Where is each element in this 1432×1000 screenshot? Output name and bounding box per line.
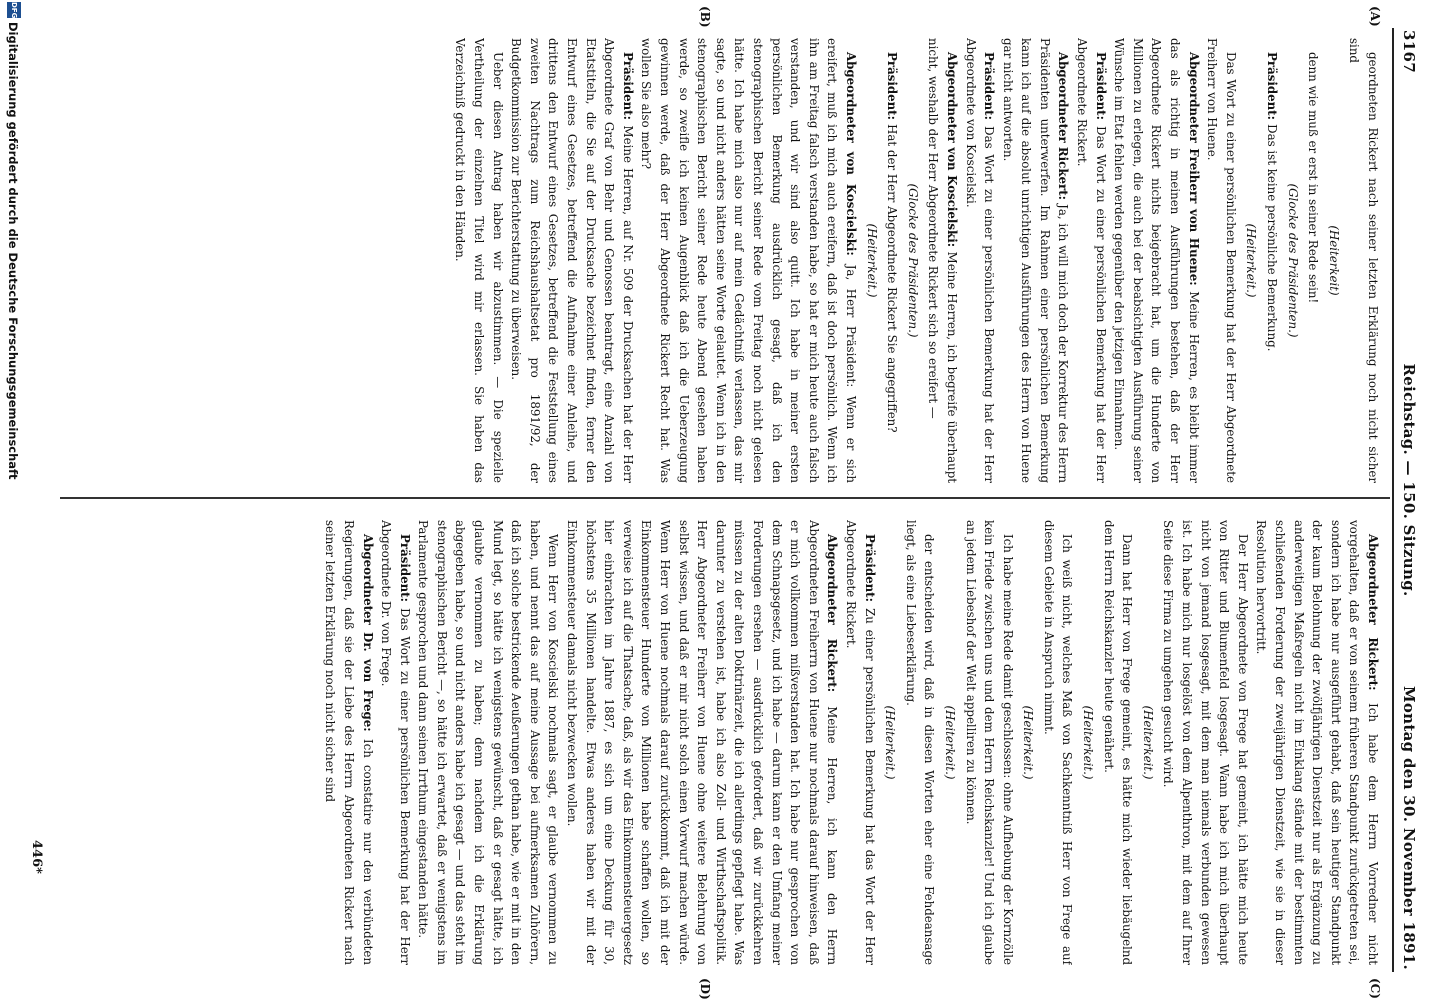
speech-text: Meine Herren, ich kann den Herrn Abgeordneten Freiherrn von Huene nur nochmals darauf hinweisen, daß er mich vollkommen mißverstanden hat. Ich habe nur gesprochen von dem Schnapsgesetz, und ich habe — darum kann er den Umfang meiner Forderungen ersehen — ausdrücklich gefordert, daß wir zurückkehren müssen zu der alten Doktrinärzeit, die ich allerdings gepflegt habe. Was darunter zu verstehen ist, habe ich also Zoll- und Wirthschaftspolitik. Herr Abgeordneter Freiherr von Huene ohne weitere Belehrung von selbst wissen, und daß er mir nicht solch einen Vorwurf machen würde. Wenn Herr von Huene nochmals darauf zurückkommt, daß ich mit der Einkommensteuer Hunderte von Millionen habe schaffen wollen, so verweise ich auf die Thatsache, daß, als wir das Einkommensteuergesetz hier einbrachten im Jahre 1887, es sich um eine Deckung für 30, höchstens 35 Millionen handelte. Etwas anderes haben wir mit der Einkommensteuer damals nicht bezwecken wollen. bbox=[565, 520, 840, 965]
speech-text: Ueber diesen Antrag haben wir abzustimmen. — Die spezielle Vertheilung der einzelnen Titel wird mir erlassen. Sie haben das Verzeichniß gedruckt in den Händen. bbox=[453, 38, 505, 483]
stage-direction: (Heiterkeit) bbox=[1326, 225, 1341, 296]
speech-paragraph bbox=[1203, 38, 1240, 483]
margin-mark-c: (C) bbox=[1368, 978, 1382, 999]
speech-text: Das Wort zu einer persönlichen Bemerkung hat der Herr Abgeordnete Freiherr von Huene. bbox=[1205, 38, 1238, 483]
speaker-name: Präsident: bbox=[397, 534, 412, 609]
speech-paragraph bbox=[1073, 38, 1110, 483]
stage-direction: (Heiterkeit.) bbox=[1140, 705, 1155, 780]
speech-text: Zu einer persönlichen Bemerkung hat das Wort der Herr Abgeordnete Rickert. bbox=[843, 520, 877, 965]
speech-paragraph bbox=[1110, 38, 1203, 483]
stage-direction: (Glocke des Präsidenten.) bbox=[1285, 183, 1300, 338]
speech-paragraph bbox=[1304, 38, 1323, 483]
speech-paragraph bbox=[998, 38, 1072, 483]
speech-paragraph bbox=[924, 38, 961, 483]
speech-paragraph bbox=[961, 520, 1017, 965]
speaker-name: Präsident: bbox=[982, 52, 997, 127]
speech-text: Meine Herren, auf Nr. 509 der Drucksachen hat der Herr Abgeordnete Graf von Behr und Genossen beantragt, eine Anzahl von Etatstiteln, die Sie auf der Drucksache bezeichnet finden, ferner den Entwurf eines Gesetzes, betreffend die Aufnahme einer Anleihe, und drittens den Entwurf eines Gesetzes, betreffend die Feststellung eines zweiten Nachtrags zum Reichshaushaltsetat pro 1891/92, der Budgetkommission zur Berichterstattung zu überweisen. bbox=[509, 38, 635, 483]
speech-text: denn wie muß er erst in seiner Rede sein! bbox=[1306, 52, 1321, 304]
speech-paragraph bbox=[377, 520, 414, 965]
speech-paragraph bbox=[1262, 38, 1281, 483]
speaker-name: Präsident: bbox=[620, 52, 635, 126]
speaker-name: Präsident: bbox=[862, 534, 877, 609]
stage-direction: (Heiterkeit.) bbox=[942, 705, 957, 780]
header-page-number: 3167 bbox=[1400, 30, 1418, 73]
speech-text: Ja, Herr Präsident: Wenn er sich ereifert, muß ich mich auch ereifern, daß ist doch persönlich. Wenn ich ihn am Freitag falsch verstanden habe, so hat er mich heute auch falsch verstanden, und wir sind also quitt. Ich habe in meiner ersten persönlichen Bemerkung ausdrücklich gesagt, daß ich den stenographischen Bericht seiner Rede vom Freitag noch nicht gelesen hätte. Ich habe mich also nur auf mein Gedächtniß verlassen, das mir sagte, so und nicht anders hätten seine Worte gelautet. Wenn ich in den stenographischen Bericht seiner Rede heute Abend gesehen haben werde, so zweifle ich keinen Augenblick daß ich die Ueberzeugung gewinnen werde, daß der Herr Abgeordnete Rickert Recht hat. Was wollen Sie also mehr? bbox=[639, 38, 858, 483]
speech-paragraph bbox=[961, 38, 998, 483]
speaker-name: Abgeordneter Freiherr von Huene: bbox=[1186, 52, 1201, 292]
speech-text: Das ist keine persönliche Bemerkung. bbox=[1265, 124, 1280, 352]
speech-paragraph bbox=[414, 520, 563, 965]
speech-text: Das Wort zu einer persönlichen Bemerkung hat der Herr Abgeordnete von Koscielski. bbox=[963, 38, 997, 483]
header-title: Reichstag. — 150. Sitzung. bbox=[1400, 363, 1418, 597]
speech-paragraph bbox=[562, 520, 841, 965]
margin-mark-a: (A) bbox=[1368, 6, 1382, 27]
speech-paragraph bbox=[1252, 520, 1382, 965]
speaker-name: Abgeordneter von Koscielski: bbox=[944, 52, 959, 252]
left-text-column bbox=[62, 520, 1382, 965]
speaker-name: Präsident: bbox=[885, 52, 900, 125]
speech-paragraph bbox=[507, 38, 637, 483]
digitization-credit bbox=[2, 0, 24, 1000]
stage-direction: (Heiterkeit.) bbox=[864, 223, 879, 298]
speech-paragraph bbox=[451, 38, 507, 483]
speaker-name: Präsident: bbox=[1093, 52, 1108, 127]
speech-paragraph bbox=[841, 520, 878, 965]
speech-text: Ich habe dem Herrn Vorredner nicht vorgehalten, daß er von seinem früheren Standpunkt zurückgetreten sei, sondern ich habe nur ausgeführt gehabt, daß sein heutiger Standpunkt der kaum Belohnung der zwölfjährigen Dienstzeit nur als Ergänzung zu anderweitigen Maßregeln nicht im Einklang stände mit der bestimmten schließenden Forderung der zweijährigen Dienstzeit, wie sie in dieser Resolution hervortritt. bbox=[1254, 520, 1380, 965]
column-divider bbox=[60, 497, 1390, 499]
speech-text: Wenn Herr von Koscielski nochmals sagt, er glaube vernommen zu haben, und nennt das auf meine Aussage bei aufmerksamen Zuhörern, daß ich solche bestrickende Aeußerungen gethan habe, wie er mit in den Mund legt, so hätte ich wenigstens gewünscht, daß er gesagt hätte, ich glaubte vernommen zu haben; denn nachdem ich die Erklärung abgegeben habe, so und nicht anders habe ich gesagt — und das steht im stenographischen Bericht —, so hätte ich erwartet, daß er wenigstens im Parlamente gesprochen und dann seinen Irrthum eingestanden hätte. bbox=[416, 520, 561, 965]
speech-text: Ich habe meine Rede damit geschlossen: ohne Aufhebung der Kornzölle kein Friede zwischen uns und dem Herrn Reichskanzler! Und ich glaube an jedem Liebeshof der Welt appelliren zu können. bbox=[963, 520, 1015, 965]
speech-text: Das Wort zu einer persönlichen Bemerkung hat der Herr Abgeordnete Dr. von Frege. bbox=[379, 520, 412, 965]
right-text-column bbox=[62, 38, 1382, 483]
stage-direction: (Heiterkeit.) bbox=[1244, 223, 1259, 298]
speech-text: Meine Herren, ich begreife überhaupt nicht, weshalb der Herr Abgeordnete Rickert sich so ereifert — bbox=[926, 38, 959, 483]
speech-text: Hat der Herr Abgeordnete Rickert Sie angegriffen? bbox=[885, 124, 900, 433]
speech-paragraph bbox=[1159, 520, 1252, 965]
speech-paragraph bbox=[1099, 520, 1136, 965]
speaker-name: Abgeordneter Rickert: bbox=[1056, 52, 1071, 205]
credit-text: Digitalisierung gefördert durch die Deutsche Forschungsgemeinschaft bbox=[6, 22, 20, 480]
speech-text: Ich constatire nur den verbündeten Regierungen, daß sie der Liebe des Herrn Abgeordneten Rickert nach seiner letzten Erklärung noch nicht sicher sind bbox=[323, 520, 375, 965]
stage-direction: (Glocke des Präsidenten.) bbox=[905, 183, 920, 338]
speech-paragraph bbox=[321, 520, 377, 965]
dfg-logo-icon: DFG bbox=[7, 2, 21, 18]
header-rule bbox=[1392, 28, 1394, 972]
speech-text: Der Herr Abgeordnete von Frege hat gemeint, ich hätte mich heute von Ritter und Blumenfeld losgesagt. Wann habe ich mich überhaupt nicht von jemand losgesagt, mit dem man niemals verbunden gewesen ist. Ich habe mich nur losgelöst von dem Alpenthron, mit dem auf Ihrer Seite diese Firma zu umgehen gesucht wird. bbox=[1161, 520, 1250, 965]
speech-paragraph bbox=[637, 38, 860, 483]
stage-direction: (Heiterkeit.) bbox=[1081, 705, 1096, 780]
speech-text: Das Wort zu einer persönlichen Bemerkung hat der Herr Abgeordnete Rickert. bbox=[1075, 38, 1108, 483]
speech-paragraph bbox=[1345, 38, 1382, 483]
margin-mark-b: (B) bbox=[698, 6, 712, 28]
speech-paragraph bbox=[883, 38, 902, 483]
footer-page-number: 446* bbox=[29, 840, 44, 874]
speech-text: der entscheiden wird, daß in diesen Worten eher eine Fehdeansage liegt, als eine Liebeserklärung. bbox=[903, 520, 937, 965]
speech-text: geordneten Rickert nach seiner letzten Erklärung noch nicht sicher sind bbox=[1347, 38, 1380, 483]
speaker-name: Abgeordneter von Koscielski: bbox=[843, 52, 858, 265]
speaker-name: Präsident: bbox=[1265, 52, 1280, 125]
page-header bbox=[1398, 30, 1420, 970]
header-date: Montag den 30. November 1891. bbox=[1400, 685, 1418, 970]
speech-text: Ich weiß nicht, welches Maß von Sachkenntniß Herr von Frege auf diesem Gebiete in Anspruch nimmt. bbox=[1041, 520, 1075, 965]
speaker-name: Abgeordneter Rickert: bbox=[1366, 534, 1380, 704]
speaker-name: Abgeordneter Dr. von Frege: bbox=[360, 534, 375, 739]
stage-direction: (Heiterkeit.) bbox=[1021, 705, 1036, 780]
stage-direction: (Heiterkeit.) bbox=[883, 705, 898, 780]
speech-text: Meine Herren, es bleibt immer das als richtig in meinen Ausführungen bestehen, daß der Herr Abgeordnete Rickert nichts beigebracht hat, um die Hunderte von Millionen zu erlegen, die auch bei der beabsichtigten Ausführung seiner Wünsche im Etat fehlen werden gegenüber den jetzigen Einnahmen. bbox=[1112, 38, 1201, 483]
margin-mark-d: (D) bbox=[698, 978, 712, 1000]
speech-paragraph bbox=[1039, 520, 1076, 965]
speech-text: Ja, ich will mich doch der Korrektur des Herrn Präsidenten unterwerfen. Im Rahmen einer persönlichen Bemerkung kann ich auf die absolut unrichtigen Ausführungen des Herrn von Huene gar nicht antworten. bbox=[1000, 38, 1071, 483]
speech-paragraph bbox=[901, 520, 938, 965]
speaker-name: Abgeordneter Rickert: bbox=[825, 534, 840, 707]
speech-text: Dann hat Herr von Frege gemeint, es hätte mich wieder liebäugelnd dem Herrn Reichskanzler heute genähert. bbox=[1101, 520, 1135, 965]
